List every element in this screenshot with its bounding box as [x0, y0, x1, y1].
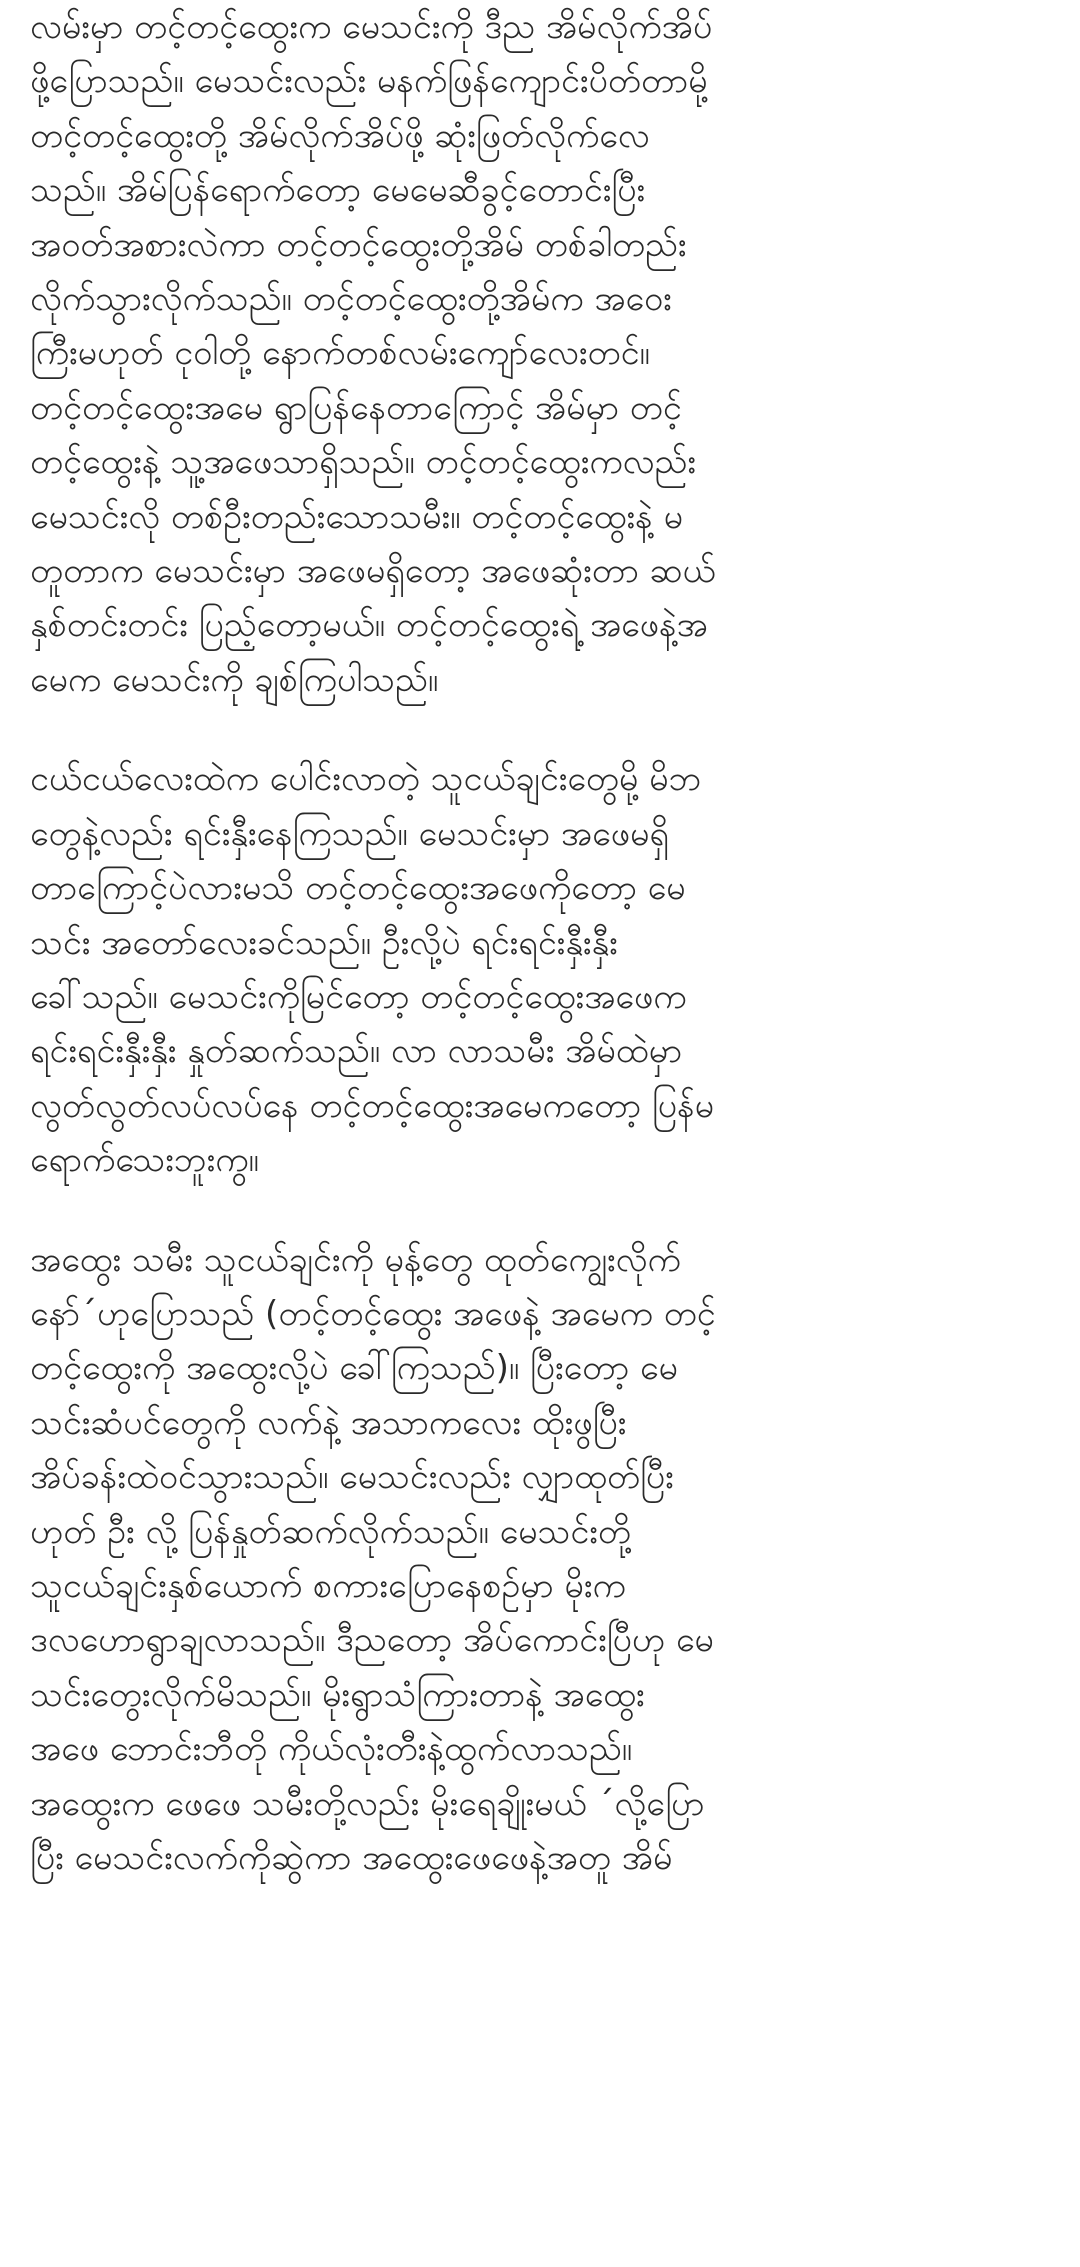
text-line: ပြီး မေသင်းလက်ကိုဆွဲကာ အထွေးဖေဖေနဲ့အတူ အိမ် [30, 1838, 673, 1878]
text-line: သူငယ်ချင်းနှစ်ယောက် စကားပြောနေစဉ်မှာ မိုးက [30, 1565, 626, 1606]
text-line: ဖို့ပြောသည်။ မေသင်းလည်း မနက်ဖြန်ကျောင်းပိတ်တာမို့ [30, 61, 708, 102]
text-line: သင်း အတော်လေးခင်သည်။ ဦးလို့ပဲ ရင်းရင်းနှီးနှီး [30, 922, 618, 963]
text-line: ခေါ်သည်။ မေသင်းကိုမြင်တော့ တင့်တင့်ထွေးအဖေက [30, 976, 687, 1017]
text-line: ဟုတ် ဦး လို့ ပြန်နှုတ်ဆက်လိုက်သည်။ မေသင်းတို့ [30, 1511, 632, 1552]
text-line: အထွေးက ဖေဖေ သမီးတို့လည်း မိုးရေချိုးမယ် ´လို့ပြော [30, 1783, 705, 1824]
text-line: မေသင်းလို တစ်ဦးတည်းသောသမီး။ တင့်တင့်ထွေးနဲ့ မ [30, 496, 683, 537]
text-line: အဝတ်အစားလဲကာ တင့်တင့်ထွေးတို့အိမ် တစ်ခါတည်း [30, 224, 687, 265]
paragraph-2 [30, 752, 1054, 1187]
text-line: တာကြောင့်ပဲလားမသိ တင့်တင့်ထွေးအဖေကိုတော့ မေ [30, 868, 686, 909]
text-line: တူတာက မေသင်းမှာ အဖေမရှိတော့ အဖေဆုံးတာ ဆယ် [30, 551, 716, 592]
text-line: ငယ်ငယ်လေးထဲက ပေါင်းလာတဲ့ သူငယ်ချင်းတွေမို့ မိဘ [30, 759, 702, 800]
text-line: ရောက်သေးဘူးကွ။ [30, 1140, 259, 1181]
text-line: လိုက်သွားလိုက်သည်။ တင့်တင့်ထွေးတို့အိမ်က အဝေး [30, 279, 672, 320]
article-body [30, 0, 1054, 1930]
text-line: အထွေး သမီး သူငယ်ချင်းကို မုန့်တွေ ထုတ်ကျွေးလိုက် [30, 1239, 681, 1280]
text-line: သင်းဆံပင်တွေကို လက်နဲ့ အသာကလေး ထိုးဖွပြီး [30, 1402, 627, 1443]
text-line: ဒလဟောရွာချလာသည်။ ဒီညတော့ အိပ်ကောင်းပြီဟု မေ [30, 1620, 714, 1661]
text-line: အိပ်ခန်းထဲဝင်သွားသည်။ မေသင်းလည်း လျှာထုတ်ပြီး [30, 1457, 674, 1498]
text-line: သင်းတွေးလိုက်မိသည်။ မိုးရွာသံကြားတာနဲ့ အထွေး [30, 1674, 645, 1715]
text-line: တွေနဲ့လည်း ရင်းနှီးနေကြသည်။ မေသင်းမှာ အဖေမရှိ [30, 813, 669, 854]
text-line: တင့်တင့်ထွေးအမေ ရွာပြန်နေတာကြောင့် အိမ်မှာ တင့် [30, 387, 682, 428]
text-line: တင့်ထွေးကို အထွေးလို့ပဲ ခေါ်ကြသည်)။ ပြီးတော့ မေ [30, 1348, 678, 1389]
text-line: မေက မေသင်းကို ချစ်ကြပါသည်။ [30, 659, 439, 700]
text-line: လမ်းမှာ တင့်တင့်ထွေးက မေသင်းကို ဒီည အိမ်လိုက်အိပ် [30, 7, 713, 47]
text-line: တင့်တင့်ထွေးတို့ အိမ်လိုက်အိပ်ဖို့ ဆုံးဖြတ်လိုက်လေ [30, 115, 650, 156]
text-line: တင့်ထွေးနဲ့ သူ့အဖေသာရှိသည်။ တင့်တင့်ထွေးကလည်း [30, 442, 697, 483]
paragraph-1 [30, 0, 1054, 707]
text-line: နော်´ဟုပြောသည် (တင့်တင့်ထွေး အဖေနဲ့ အမေက တင့် [30, 1293, 716, 1334]
text-line: နှစ်တင်းတင်း ပြည့်တော့မယ်။ တင့်တင့်ထွေးရဲ့ အဖေနဲ့အ [30, 605, 708, 646]
text-line: သည်။ အိမ်ပြန်ရောက်တော့ မေမေဆီခွင့်တောင်းပြီး [30, 170, 646, 211]
text-line: ရင်းရင်းနှီးနှီး နှုတ်ဆက်သည်။ လာ လာသမီး အိမ်ထဲမှာ [30, 1031, 683, 1072]
paragraph-3 [30, 1233, 1054, 1886]
text-line: လွတ်လွတ်လပ်လပ်နေ တင့်တင့်ထွေးအမေကတော့ ပြန်မ [30, 1085, 715, 1126]
text-line: ကြီးမဟုတ် ငုဝါတို့ နောက်တစ်လမ်းကျော်လေးတင်။ [30, 333, 650, 374]
text-line: အဖေ ဘောင်းဘီတို ကိုယ်လုံးတီးနဲ့ထွက်လာသည်။ [30, 1729, 633, 1770]
